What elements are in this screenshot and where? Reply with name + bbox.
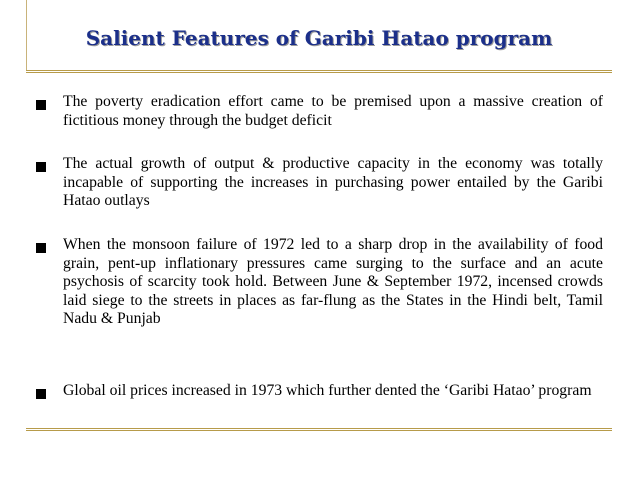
bullet-text-2: The actual growth of output & productive capacity in the economy was totally incapable of supporting the increases in purchasing power entailed by the Garibi Hatao outlays xyxy=(63,155,603,209)
title-divider xyxy=(26,70,612,73)
bullet-square-icon xyxy=(36,389,46,399)
bottom-divider xyxy=(26,428,612,431)
slide-title: Salient Features of Garibi Hatao program xyxy=(85,26,553,50)
bullet-square-icon xyxy=(36,162,46,172)
bullet-text-4: Global oil prices increased in 1973 which further dented the ‘Garibi Hatao’ program xyxy=(63,382,592,399)
bullet-text-1: The poverty eradication effort came to be premised upon a massive creation of fictitious money through the budget deficit xyxy=(63,93,603,129)
bullet-text-3: When the monsoon failure of 1972 led to a sharp drop in the availability of food grain, pent-up inflationary pressures came surging to the surface and an acute psychosis of scarcity took hold. Between June & September 1972, incensed crowds laid siege to the streets in places as far-flung as the States in the Hindi belt, Tamil Nadu & Punjab xyxy=(63,236,603,327)
bullet-square-icon xyxy=(36,243,46,253)
bullet-square-icon xyxy=(36,100,46,110)
